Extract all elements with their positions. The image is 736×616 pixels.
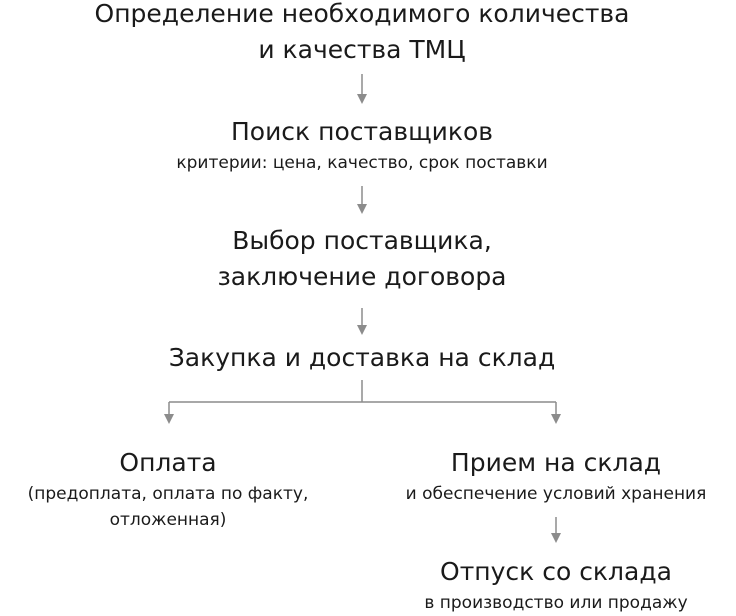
arrow-choose-to-purchase (357, 308, 367, 335)
node-release-title: Отпуск со склада (440, 557, 672, 586)
node-purchase (80, 340, 644, 376)
node-payment-title: Оплата (119, 448, 217, 477)
arrow-to-payment (164, 402, 174, 424)
node-payment (0, 445, 336, 533)
arrow-needs-to-search (357, 74, 367, 104)
node-release (386, 554, 726, 616)
node-needs (40, 0, 684, 68)
node-needs-title-line1: Определение необходимого количества (94, 0, 630, 28)
branch-purchase-split (169, 380, 556, 402)
arrow-to-receive (551, 402, 561, 424)
node-choose-title-line1: Выбор поставщика, (232, 226, 492, 255)
node-choose (80, 223, 644, 295)
node-receive (376, 445, 736, 507)
node-payment-subtitle-line1: (предоплата, оплата по факту, (27, 484, 309, 504)
node-search-subtitle: критерии: цена, качество, срок поставки (176, 153, 548, 173)
node-needs-title-line2: и качества ТМЦ (258, 35, 466, 64)
arrow-search-to-choose (357, 186, 367, 214)
node-release-subtitle: в производство или продажу (424, 593, 688, 613)
node-receive-title: Прием на склад (450, 448, 662, 477)
node-search-title: Поиск поставщиков (230, 117, 494, 146)
node-search (80, 114, 644, 176)
node-receive-subtitle: и обеспечение условий хранения (405, 484, 707, 504)
arrow-receive-to-release (551, 517, 561, 543)
node-payment-subtitle-line2: отложенная) (109, 510, 227, 530)
node-purchase-title: Закупка и доставка на склад (168, 343, 556, 372)
node-choose-title-line2: заключение договора (217, 262, 507, 291)
